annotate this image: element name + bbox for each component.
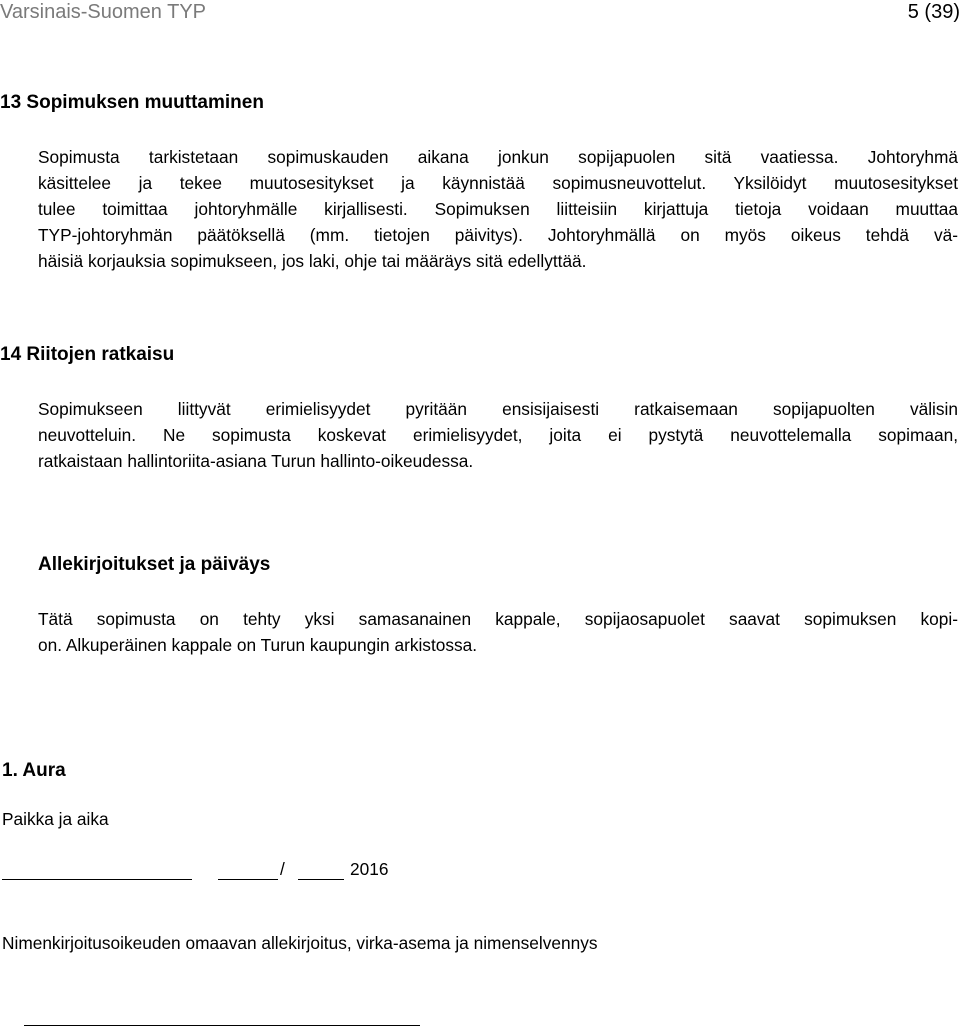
paragraph-line: Sopimusta tarkistetaan sopimuskauden aikana jonkun sopijapuolen sitä vaatiessa. Johtoryhmä [38,147,958,167]
signer-title: 1. Aura [2,760,66,781]
signatures-paragraph [38,606,958,658]
page-number: 5 (39) [907,1,960,23]
section-14-paragraph [38,396,958,474]
paragraph-line: käsittelee ja tekee muutosesitykset ja käynnistää sopimusneuvottelut. Yksilöidyt muutosesitykset [38,173,958,193]
signature-caption: Nimenkirjoitusoikeuden omaavan allekirjoitus, virka-asema ja nimenselvennys [2,933,598,953]
year-text: 2016 [350,859,389,879]
paragraph-line: ratkaistaan hallintoriita-asiana Turun hallinto-oikeudessa. [38,451,474,471]
paragraph-line: Sopimukseen liittyvät erimielisyydet pyritään ensisijaisesti ratkaisemaan sopijapuolten välisin [38,399,958,419]
document-header-organization: Varsinais-Suomen TYP [0,1,207,23]
section-14-heading: 14 Riitojen ratkaisu [0,344,175,365]
paragraph-line: Tätä sopimusta on tehty yksi samasanainen kappale, sopijaosapuolet saavat sopimuksen kopi- [38,609,958,629]
place-date-label: Paikka ja aika [2,809,109,829]
place-blank-line [2,879,192,880]
paragraph-line: häisiä korjauksia sopimukseen, jos laki, ohje tai määräys sitä edellyttää. [38,251,587,271]
paragraph-line: tulee toimittaa johtoryhmälle kirjallisesti. Sopimuksen liitteisiin kirjattuja tietoja voidaan muuttaa [38,199,958,219]
paragraph-line: neuvotteluin. Ne sopimusta koskevat erimielisyydet, joita ei pystytä neuvottelemalla sopimaan, [38,425,958,445]
date-separator: / [280,859,285,879]
paragraph-line: TYP-johtoryhmän päätöksellä (mm. tietojen päivitys). Johtoryhmällä on myös oikeus tehdä vä- [38,225,958,245]
section-13-heading: 13 Sopimuksen muuttaminen [0,92,264,113]
signatures-heading: Allekirjoitukset ja päiväys [38,554,271,575]
section-13-paragraph [38,144,958,274]
month-blank-line [298,879,344,880]
day-blank-line [218,879,278,880]
signature-blank-line [24,1025,420,1026]
paragraph-line: on. Alkuperäinen kappale on Turun kaupungin arkistossa. [38,635,478,655]
